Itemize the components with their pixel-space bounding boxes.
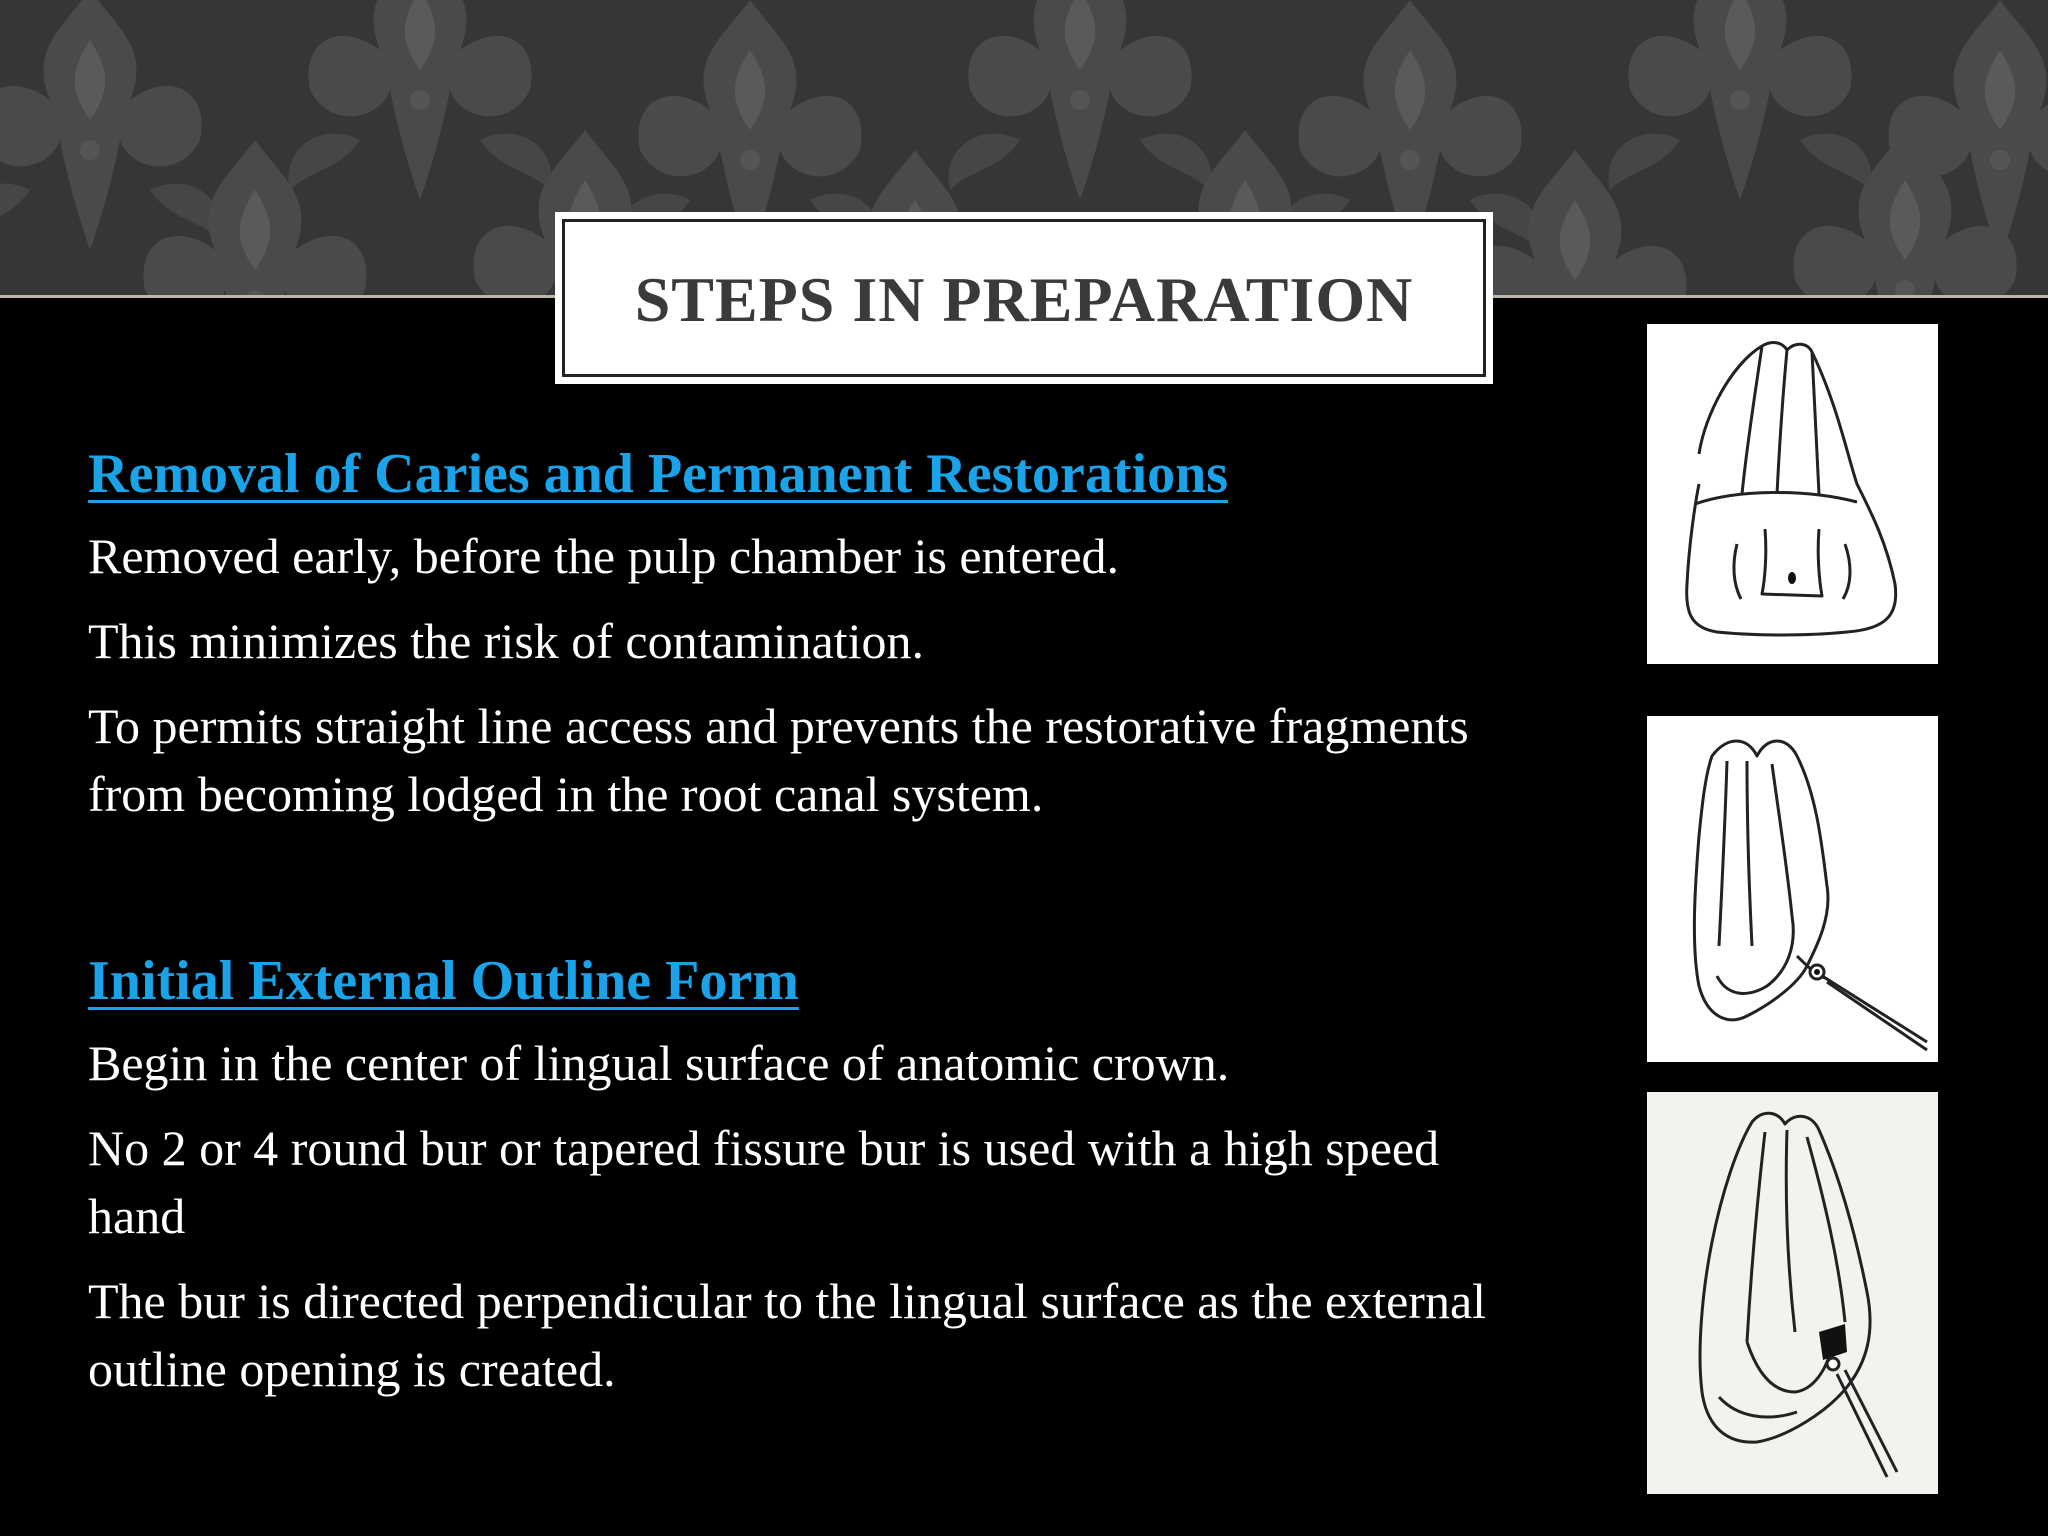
- slide-content: [88, 440, 1588, 1420]
- tooth-lingual-view-icon: [1647, 324, 1938, 664]
- tooth-outline-opening-icon: [1647, 1092, 1938, 1494]
- slide-title: STEPS IN PREPARATION: [634, 264, 1414, 335]
- illustration-lingual-view: [1647, 324, 1938, 664]
- bullet-paragraph: No 2 or 4 round bur or tapered fissure bur is used with a high speed hand: [88, 1120, 1440, 1244]
- tooth-proximal-bur-entry-icon: [1647, 716, 1938, 1062]
- bullet-paragraph: Removed early, before the pulp chamber is entered.: [88, 528, 1120, 584]
- section-heading-removal-of-caries[interactable]: Removal of Caries and Permanent Restorations: [88, 443, 1229, 505]
- section-spacer: [88, 845, 1588, 947]
- section-heading-initial-outline-form[interactable]: Initial External Outline Form: [88, 950, 799, 1012]
- bullet-paragraph: This minimizes the risk of contamination.: [88, 613, 924, 669]
- bullet-paragraph: To permits straight line access and prevents the restorative fragments from becoming lodged in the root canal system.: [88, 698, 1469, 822]
- title-box: [555, 212, 1493, 384]
- illustration-outline-opening: [1647, 1092, 1938, 1494]
- bullet-paragraph: The bur is directed perpendicular to the lingual surface as the external outline opening is created.: [88, 1273, 1487, 1397]
- bullet-paragraph: Begin in the center of lingual surface of anatomic crown.: [88, 1035, 1230, 1091]
- illustration-bur-entry: [1647, 716, 1938, 1062]
